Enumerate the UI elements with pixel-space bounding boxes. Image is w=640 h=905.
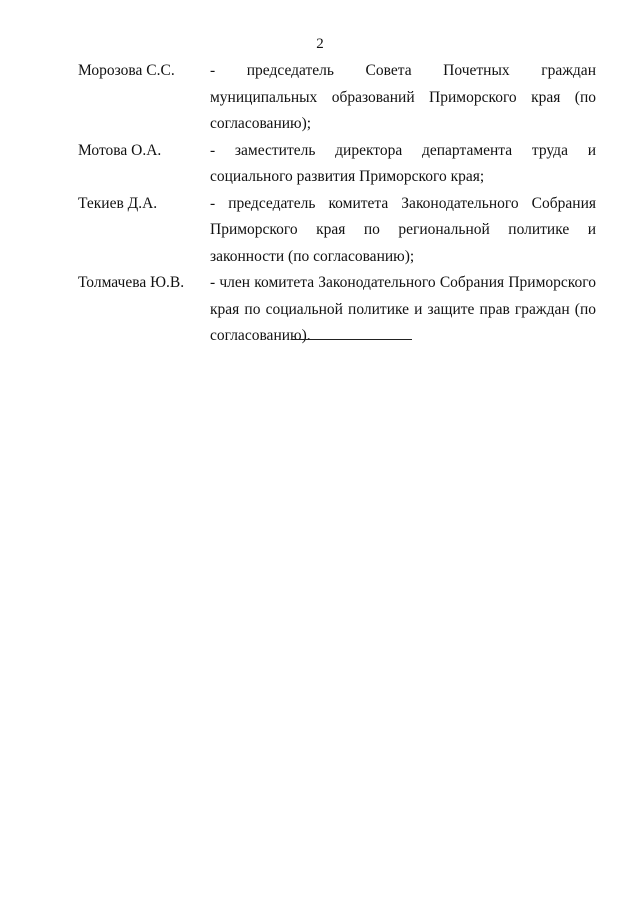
member-name: Толмачева Ю.В. <box>78 274 185 291</box>
member-role: - заместитель директора департамента труда и социального развития Приморского края; <box>210 141 596 185</box>
member-list <box>78 58 596 350</box>
member-name: Морозова С.С. <box>78 62 175 79</box>
end-divider-line <box>291 339 412 340</box>
member-role: - председатель Совета Почетных граждан муниципальных образований Приморского края (по согласованию); <box>210 62 596 132</box>
member-entry <box>78 138 596 191</box>
member-role: - председатель комитета Законодательного Собрания Приморского края по региональной политике и законности (по согласованию); <box>210 194 596 265</box>
page-number: 2 <box>316 36 324 52</box>
member-role: - член комитета Законодательного Собрания Приморского края по социальной политике и защите прав граждан (по согласованию). <box>210 274 596 344</box>
member-name: Текиев Д.А. <box>78 194 158 212</box>
member-name: Мотова О.А. <box>78 141 162 159</box>
member-entry <box>78 270 596 350</box>
member-entry <box>78 58 596 138</box>
member-entry <box>78 191 596 271</box>
